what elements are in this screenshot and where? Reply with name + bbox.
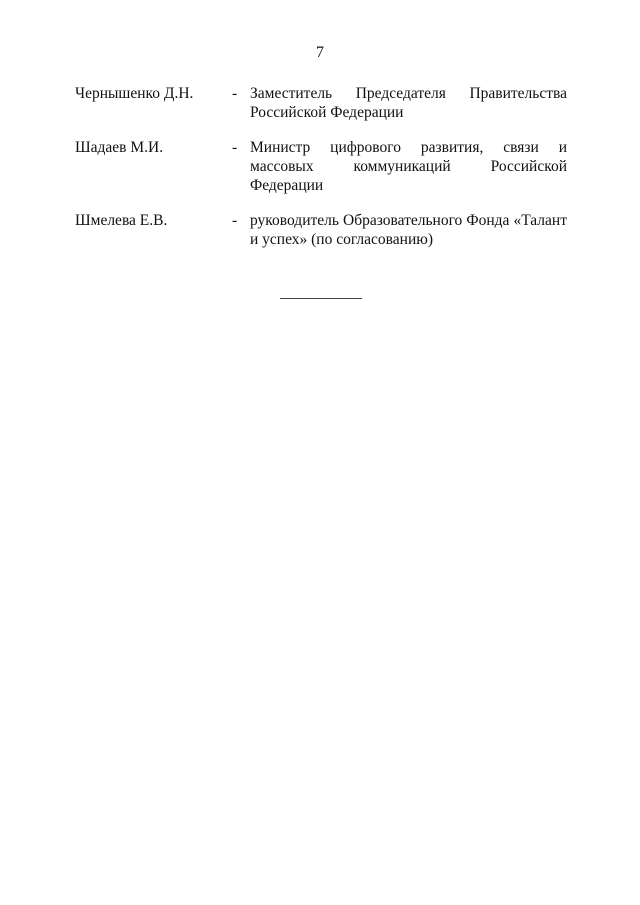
dash-separator: - [232,85,238,102]
dash-separator: - [232,139,238,156]
member-name: Шадаев М.И. [75,139,164,156]
member-name: Шмелева Е.В. [75,212,168,229]
member-role: руководитель Образовательного Фонда «Талант и успех» (по согласованию) [250,212,567,248]
member-entry [75,138,567,195]
member-role: Министр цифрового развития, связи и массовых коммуникаций Российской Федерации [250,139,567,194]
member-entry [75,211,567,249]
member-list [75,84,567,265]
member-role: Заместитель Председателя Правительства Российской Федерации [250,85,567,121]
member-entry [75,84,567,122]
dash-separator: - [232,212,238,229]
member-name: Чернышенко Д.Н. [75,85,194,102]
page-number: 7 [316,44,324,61]
end-divider-line [280,298,362,299]
